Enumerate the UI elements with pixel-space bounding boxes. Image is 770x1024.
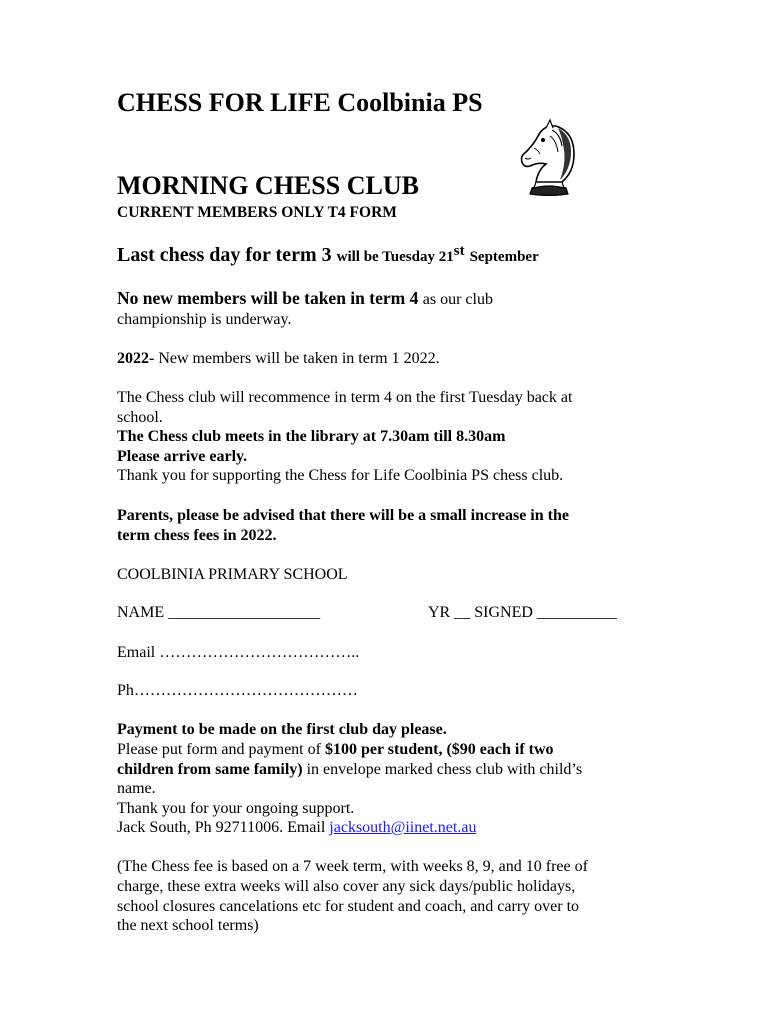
payment-put-form: Please put form and payment of xyxy=(117,741,321,758)
parents-note-line2: term chess fees in 2022. xyxy=(117,527,277,544)
yr-signed-field[interactable]: YR __ SIGNED __________ xyxy=(428,604,617,621)
recommence-line1: The Chess club will recommence in term 4 on the first Tuesday back at xyxy=(117,389,573,406)
payment-heading: Payment to be made on the first club day please. xyxy=(117,721,447,738)
contact-line xyxy=(117,818,476,838)
year-note-text: New members will be taken in term 1 2022. xyxy=(158,350,440,367)
title-chess-for-life: CHESS FOR LIFE Coolbinia PS xyxy=(117,88,483,117)
no-new-line2: championship is underway. xyxy=(117,311,292,328)
email-field[interactable]: Email ……………………………….. xyxy=(117,644,360,661)
last-day-sup: st xyxy=(453,243,465,259)
payment-line1 xyxy=(117,740,554,760)
name-field[interactable]: NAME ___________________ xyxy=(117,604,321,621)
recommence-line2: school. xyxy=(117,409,163,426)
email-link[interactable]: jacksouth@iinet.net.au xyxy=(329,819,477,836)
year-note-bold: 2022- xyxy=(117,350,155,367)
thanks-line: Thank you for supporting the Chess for Life Coolbinia PS chess club. xyxy=(117,467,564,484)
last-chess-day-notice xyxy=(117,244,539,267)
year-note xyxy=(117,349,440,369)
contact-text: Jack South, Ph 92711006. Email xyxy=(117,819,326,836)
parents-note-line1: Parents, please be advised that there will be a small increase in the xyxy=(117,507,569,524)
payment-envelope: in envelope marked chess club with child’s xyxy=(306,761,583,778)
arrive-early: Please arrive early. xyxy=(117,448,248,465)
chess-knight-icon xyxy=(516,118,582,196)
fee-note-line4: the next school terms) xyxy=(117,917,259,934)
payment-children: children from same family) xyxy=(117,761,303,778)
last-day-lead: Last chess day for term 3 xyxy=(117,244,332,266)
payment-line2 xyxy=(117,760,582,780)
last-day-tail: September xyxy=(469,249,539,265)
no-new-members-notice xyxy=(117,288,493,309)
fee-note-line3: school closures cancelations etc for student and coach, and carry over to xyxy=(117,898,580,915)
school-name: COOLBINIA PRIMARY SCHOOL xyxy=(117,566,348,583)
support-line: Thank you for your ongoing support. xyxy=(117,800,355,817)
fee-note-line1: (The Chess fee is based on a 7 week term, with weeks 8, 9, and 10 free of xyxy=(117,858,588,875)
fee-note-line2: charge, these extra weeks will also cover any sick days/public holidays, xyxy=(117,878,576,895)
form-subtitle: CURRENT MEMBERS ONLY T4 FORM xyxy=(117,204,397,221)
no-new-normal: as our club xyxy=(422,291,493,308)
title-morning-chess-club: MORNING CHESS CLUB xyxy=(117,171,419,200)
payment-amount: $100 per student, ($90 each if two xyxy=(324,741,554,758)
meeting-time: The Chess club meets in the library at 7.30am till 8.30am xyxy=(117,428,506,445)
last-day-rest: will be Tuesday 21 xyxy=(336,249,454,265)
no-new-bold: No new members will be taken in term 4 xyxy=(117,288,419,308)
payment-name-word: name. xyxy=(117,780,156,797)
phone-field[interactable]: Ph…………………………………… xyxy=(117,682,358,699)
